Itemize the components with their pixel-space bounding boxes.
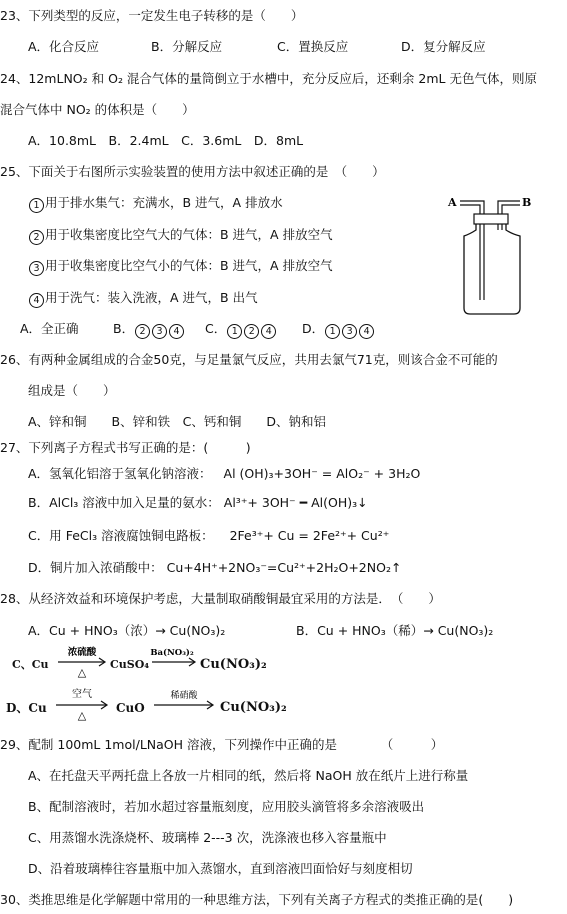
q26-options: A、锌和铜 B、锌和铁 C、钙和铜 D、钠和铝	[28, 414, 326, 429]
q28-d-product: Cu(NO₃)₂	[220, 700, 287, 715]
q27-option-d-equation: Cu+4H⁺+2NO₃⁻=Cu²⁺+2H₂O+2NO₂↑	[166, 560, 402, 575]
bottle-label-a: A	[448, 196, 457, 209]
q25-statement-1	[28, 194, 283, 213]
circled-number-1: 1	[227, 324, 242, 339]
q28-d-heat-1: △	[77, 709, 87, 722]
q28-option-b: B．Cu + HNO₃（稀）→ Cu(NO₃)₂	[296, 623, 494, 638]
q28-c-arrow-1	[56, 646, 108, 682]
q28-stem: 28、从经济效益和环境保护考虑，大量制取硝酸铜最宜采用的方法是． （ ）	[0, 591, 441, 606]
q25-statement-4-text: 用于洗气：装入洗液，A 进气，B 出气	[45, 290, 258, 305]
q28-c-heat-1: △	[77, 666, 87, 679]
circled-number-3: 3	[29, 261, 44, 276]
q23-option-a: A．化合反应	[28, 39, 100, 54]
q30-stem: 30、类推思维是化学解题中常用的一种思维方法，下列有关离子方程式的类推正确的是( )	[0, 892, 514, 907]
q26-stem-line1: 26、有两种金属组成的合金50克，与足量氯气反应，共用去氯气71克，则该合金不可能的	[0, 352, 498, 367]
q27-option-d	[28, 559, 401, 577]
circled-number-4: 4	[29, 293, 44, 308]
q28-c-product: Cu(NO₃)₂	[200, 657, 267, 672]
circled-number-2: 2	[29, 230, 44, 245]
circled-number-1: 1	[29, 198, 44, 213]
circled-number-4: 4	[169, 324, 184, 339]
q23-option-b: B．分解反应	[151, 39, 223, 54]
circled-number-4: 4	[359, 324, 374, 339]
q27-option-a-text: A．氢氧化铝溶于氢氧化钠溶液：	[28, 466, 212, 481]
q27-option-b-text: B．AlCl₃ 溶液中加入足量的氨水：	[28, 495, 220, 510]
q28-d-reagent-1: 空气	[72, 689, 92, 700]
bottle-label-b: B	[522, 196, 532, 209]
q28-c-intermediate: CuSO₄	[110, 658, 150, 671]
q25-option-d-label: D．	[302, 321, 325, 336]
q23-option-c: C．置换反应	[277, 39, 349, 54]
q25-option-c-label: C．	[205, 321, 227, 336]
q28-option-c-label: C、Cu	[12, 658, 49, 671]
q27-option-b	[28, 494, 368, 512]
q25-statement-2	[28, 226, 333, 245]
q27-option-c-text: C．用 FeCl₃ 溶液腐蚀铜电路板：	[28, 528, 214, 543]
circled-number-3: 3	[152, 324, 167, 339]
q25-option-d	[302, 320, 375, 339]
q27-option-a-equation: Al (OH)₃+3OH⁻ = AlO₂⁻ + 3H₂O	[223, 466, 421, 481]
q25-statement-1-text: 用于排水集气：充满水，B 进气，A 排放水	[45, 195, 283, 210]
circled-number-4: 4	[261, 324, 276, 339]
q28-d-arrow-2	[152, 689, 216, 713]
q29-stem: 29、配制 100mL 1mol/LNaOH 溶液，下列操作中正确的是 （ ）	[0, 737, 444, 752]
q27-option-a	[28, 465, 420, 483]
q27-option-b-equation: Al³⁺+ 3OH⁻ ━ Al(OH)₃↓	[223, 495, 368, 510]
gas-washing-bottle-figure	[440, 188, 540, 318]
circled-number-2: 2	[244, 324, 259, 339]
q23-option-d: D．复分解反应	[401, 39, 486, 54]
q28-c-reagent-2: Ba(NO₃)₂	[150, 648, 194, 658]
q29-option-a: A、在托盘天平两托盘上各放一片相同的纸，然后将 NaOH 放在纸片上进行称量	[28, 768, 469, 783]
q28-option-d-label: D、Cu	[6, 701, 47, 715]
q25-stem: 25、下面关于右图所示实验装置的使用方法中叙述正确的是 （ ）	[0, 164, 385, 179]
q28-d-reagent-2: 稀硝酸	[170, 691, 198, 701]
q28-d-arrow-1	[54, 687, 110, 725]
circled-number-3: 3	[342, 324, 357, 339]
q25-option-b	[113, 320, 185, 339]
q27-stem: 27、下列离子方程式书写正确的是：( )	[0, 440, 251, 455]
q27-option-d-text: D．铜片加入浓硝酸中：	[28, 560, 163, 575]
q29-option-c: C、用蒸馏水洗涤烧杯、玻璃棒 2---3 次，洗涤液也移入容量瓶中	[28, 830, 387, 845]
q25-statement-4	[28, 289, 258, 308]
q24-stem-line1: 24、12mLNO₂ 和 O₂ 混合气体的量筒倒立于水槽中，充分反应后，还剩余 2mL 无色气体，则原	[0, 71, 537, 86]
q25-option-c	[205, 320, 277, 339]
q28-d-intermediate: CuO	[116, 701, 145, 715]
q25-option-a: A．全正确	[20, 321, 79, 336]
q23-stem: 23、下列类型的反应，一定发生电子转移的是（ ）	[0, 8, 304, 23]
q29-option-d: D、沿着玻璃棒往容量瓶中加入蒸馏水，直到溶液凹面恰好与刻度相切	[28, 861, 413, 876]
q24-stem-line2: 混合气体中 NO₂ 的体积是（ ）	[0, 102, 195, 117]
q26-stem-line2: 组成是（ ）	[28, 383, 116, 398]
q28-c-arrow-2	[150, 646, 198, 668]
q25-option-b-label: B．	[113, 321, 135, 336]
q27-option-c	[28, 527, 389, 545]
q25-statement-2-text: 用于收集密度比空气大的气体：B 进气，A 排放空气	[45, 227, 333, 242]
q28-option-a: A．Cu + HNO₃（浓）→ Cu(NO₃)₂	[28, 623, 226, 638]
q29-option-b: B、配制溶液时，若加水超过容量瓶刻度，应用胶头滴管将多余溶液吸出	[28, 799, 425, 814]
q25-statement-3-text: 用于收集密度比空气小的气体：B 进气，A 排放空气	[45, 258, 333, 273]
q24-options: A．10.8mL B．2.4mL C．3.6mL D．8mL	[28, 133, 304, 148]
q28-c-reagent-1: 浓硫酸	[67, 647, 97, 658]
circled-number-2: 2	[135, 324, 150, 339]
q25-statement-3	[28, 257, 333, 276]
q27-option-c-equation: 2Fe³⁺+ Cu = 2Fe²⁺+ Cu²⁺	[229, 528, 390, 543]
circled-number-1: 1	[325, 324, 340, 339]
